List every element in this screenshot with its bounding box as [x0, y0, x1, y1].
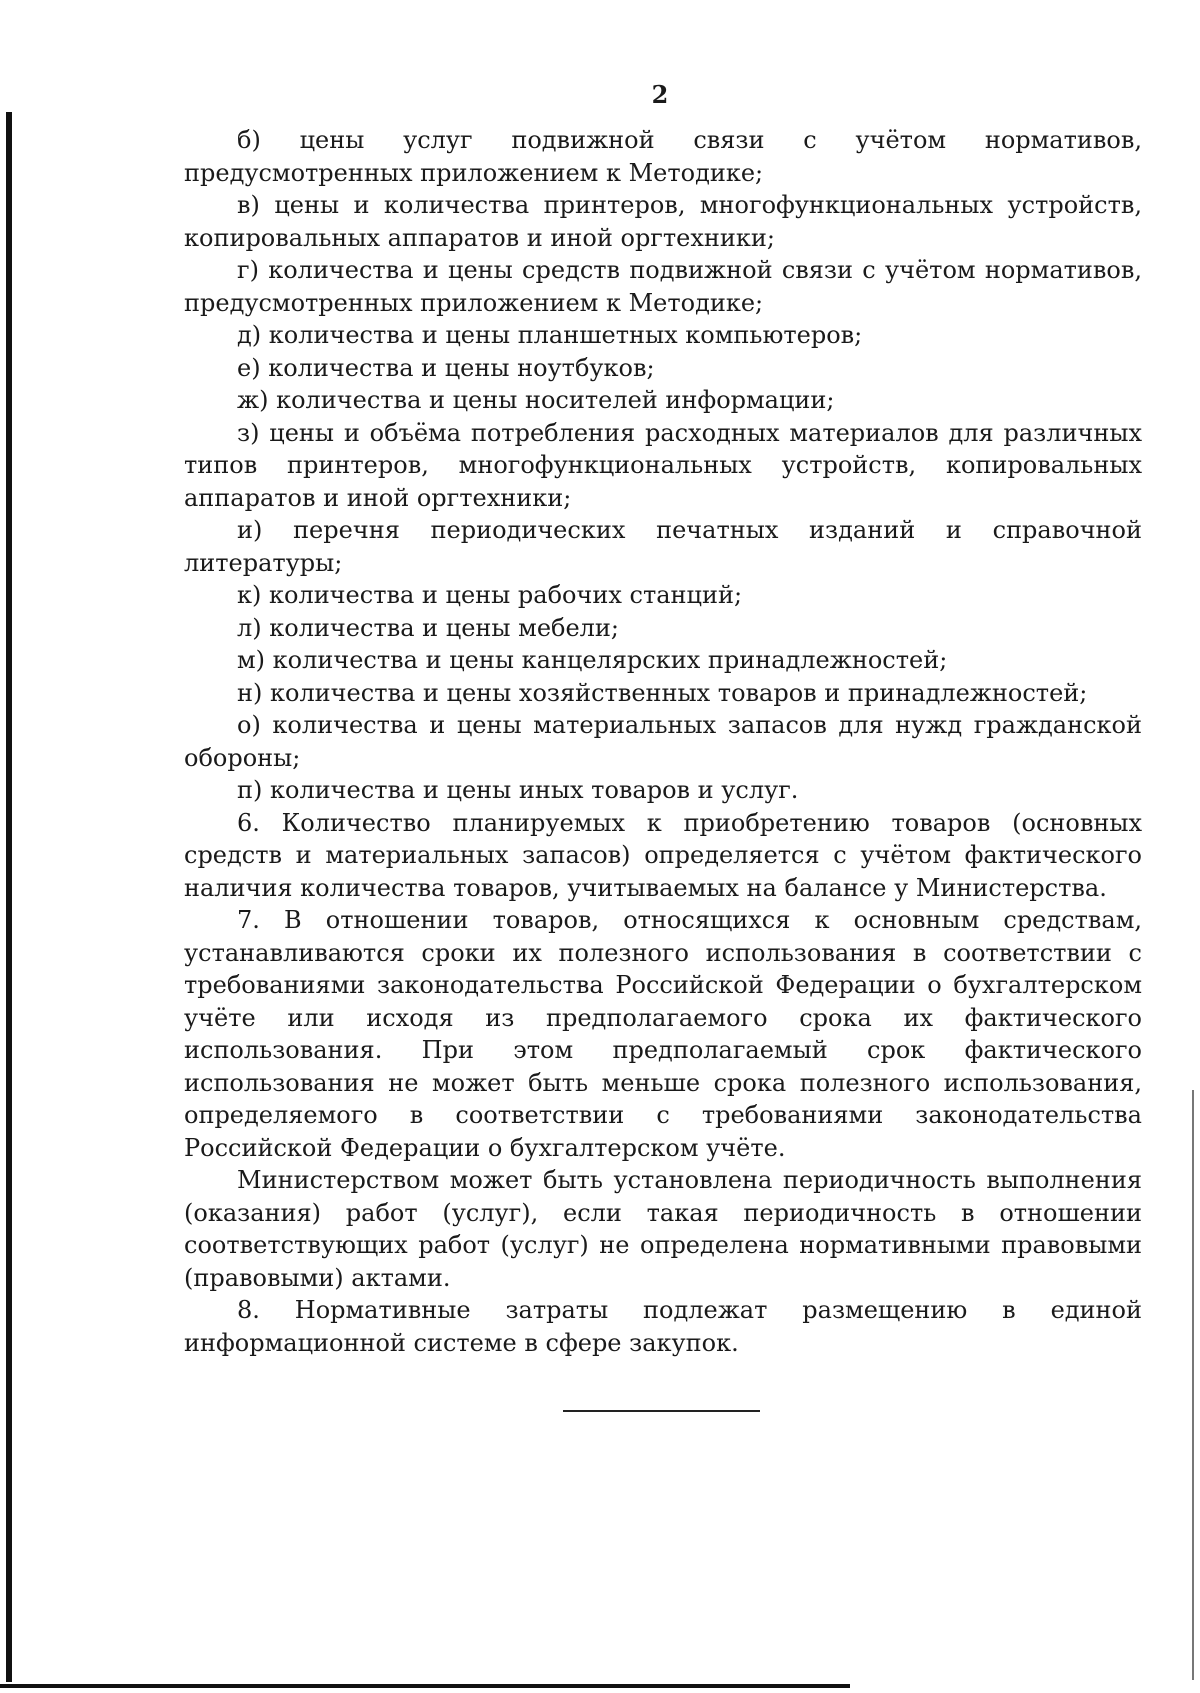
end-separator-line	[563, 1410, 760, 1412]
section-7: 7. В отношении товаров, относящихся к основным средствам, устанавливаются сроки их полезного использования в соответствии с требованиями законодательства Российской Федерации о бухгалтерском учёте или исходя из предполагаемого срока их фактического использования. При этом предполагаемый срок фактического использования не может быть меньше срока полезного использования, определяемого в соответствии с требованиями законодательства Российской Федерации о бухгалтерском учёте.	[184, 906, 1142, 1162]
section-6: 6. Количество планируемых к приобретению товаров (основных средств и материальных запасов) определяется с учётом фактического наличия количества товаров, учитываемых на балансе у Министерства.	[184, 808, 1142, 902]
paragraph-zh: ж) количества и цены носителей информации;	[237, 386, 835, 414]
paragraph-i: и) перечня периодических печатных изданий и справочной литературы;	[184, 516, 1142, 577]
scan-edge-left	[6, 112, 12, 1682]
paragraph-k: к) количества и цены рабочих станций;	[237, 581, 743, 609]
paragraph-o: о) количества и цены материальных запасов для нужд гражданской обороны;	[184, 711, 1142, 772]
paragraph-p: п) количества и цены иных товаров и услуг.	[237, 776, 799, 804]
paragraph-e: е) количества и цены ноутбуков;	[237, 353, 655, 382]
paragraph-l: л) количества и цены мебели;	[237, 613, 620, 642]
paragraph-z: з) цены и объёма потребления расходных материалов для различных типов принтеров, многофункциональных устройств, копировальных аппаратов и иной оргтехники;	[184, 418, 1142, 512]
paragraph-g: г) количества и цены средств подвижной связи с учётом нормативов, предусмотренных приложением к Методике;	[184, 256, 1142, 317]
paragraph-v: в) цены и количества принтеров, многофункциональных устройств, копировальных аппаратов и иной оргтехники;	[184, 191, 1142, 252]
scan-edge-bottom	[0, 1684, 850, 1688]
paragraph-m: м) количества и цены канцелярских принадлежностей;	[237, 646, 948, 674]
document-body	[184, 124, 1142, 1359]
section-7-periodicity: Министерством может быть установлена периодичность выполнения (оказания) работ (услуг), если такая периодичность в отношении соответствующих работ (услуг) не определена нормативными правовыми (правовыми) актами.	[184, 1166, 1142, 1292]
paragraph-d: д) количества и цены планшетных компьютеров;	[237, 321, 863, 349]
paragraph-n: н) количества и цены хозяйственных товаров и принадлежностей;	[237, 678, 1088, 707]
scan-edge-right	[1192, 1090, 1194, 1680]
paragraph-b: б) цены услуг подвижной связи с учётом нормативов, предусмотренных приложением к Методике;	[184, 126, 1142, 187]
page-number: 2	[651, 80, 669, 109]
section-8: 8. Нормативные затраты подлежат размещению в единой информационной системе в сфере закупок.	[184, 1296, 1142, 1357]
